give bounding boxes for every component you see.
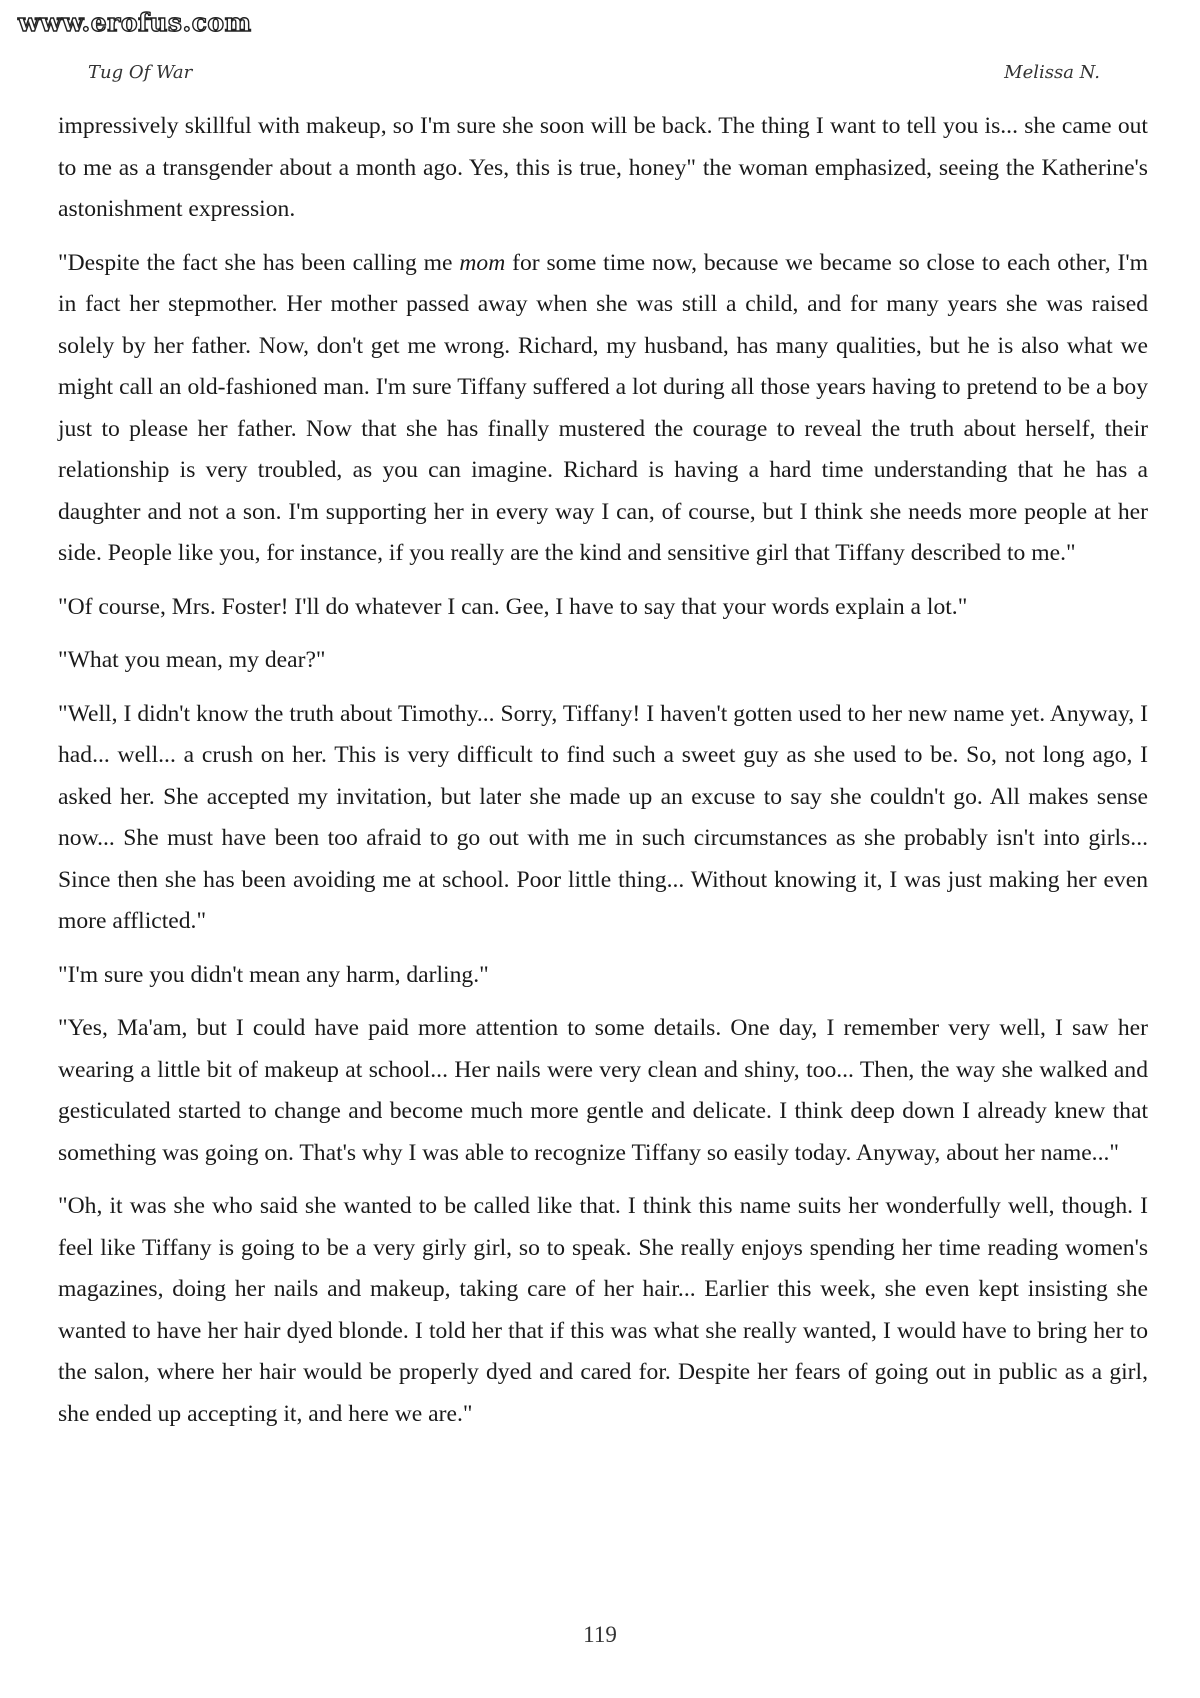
paragraph-4: "What you mean, my dear?" bbox=[58, 647, 326, 673]
paragraph-6: "I'm sure you didn't mean any harm, darling." bbox=[58, 961, 489, 988]
paragraph-2-start: "Despite the fact she has been calling me bbox=[58, 249, 460, 276]
book-title: Tug Of War bbox=[88, 62, 193, 83]
watermark-text: www.erofus.com bbox=[18, 8, 252, 37]
paragraph-2-rest: for some time now, because we became so close to each other, I'm in fact her stepmother. Her mother passed away when she was still a child, and for many years she was raised solely by her father. Now, don't get me wrong. Richard, my husband, has many qualities, but he is also what we might call an old-fashioned man. I'm sure Tiffany suffered a lot during all those years having to pretend to be a boy just to please her father. Now that she has finally mustered the courage to reveal the truth about herself, their relationship is very troubled, as you can imagine. Richard is having a hard time understanding that he has a daughter and not a son. I'm supporting her in every way I can, of course, but I think she needs more people at her side. People like you, for instance, if you really are the kind and sensitive girl that Tiffany described to me." bbox=[58, 249, 1148, 566]
paragraph-2-emphasis: mom bbox=[459, 249, 506, 276]
paragraph-5: "Well, I didn't know the truth about Timothy... Sorry, Tiffany! I haven't gotten used to her new name yet. Anyway, I had... well... a crush on her. This is very difficult to find such a sweet guy as she used to be. So, not long ago, I asked her. She accepted my invitation, but later she made up an excuse to say she couldn't go. All makes sense now... She must have been too afraid to go out with me in such circumstances as she probably isn't into girls... Since then she has been avoiding me at school. Poor little thing... Without knowing it, I was just making her even more afflicted." bbox=[58, 700, 1148, 934]
author-name: Melissa N. bbox=[1004, 62, 1100, 83]
paragraph-3: "Of course, Mrs. Foster! I'll do whatever I can. Gee, I have to say that your words explain a lot." bbox=[58, 593, 968, 620]
page-number: 119 bbox=[583, 1622, 617, 1647]
paragraph-1: impressively skillful with makeup, so I'm sure she soon will be back. The thing I want to tell you is... she came out to me as a transgender about a month ago. Yes, this is true, honey" the woman emphasized, seeing the Katherine's astonishment expression. bbox=[58, 113, 1148, 222]
paragraph-8: "Oh, it was she who said she wanted to be called like that. I think this name suits her wonderfully well, though. I feel like Tiffany is going to be a very girly girl, so to speak. She really enjoys spending her time reading women's magazines, doing her nails and makeup, taking care of her hair... Earlier this week, she even kept insisting she wanted to have her hair dyed blonde. I told her that if this was what she really wanted, I would have to bring her to the salon, where her hair would be properly dyed and cared for. Despite her fears of going out in public as a girl, she ended up accepting it, and here we are." bbox=[58, 1193, 1148, 1427]
paragraph-7: "Yes, Ma'am, but I could have paid more attention to some details. One day, I remember very well, I saw her wearing a little bit of makeup at school... Her nails were very clean and shiny, too... Then, the way she walked and gesticulated started to change and become much more gentle and delicate. I think deep down I already knew that something was going on. That's why I was able to recognize Tiffany so easily today. Anyway, about her name..." bbox=[58, 1015, 1148, 1166]
page-body bbox=[58, 106, 1148, 1447]
paragraph-2 bbox=[58, 243, 1148, 575]
